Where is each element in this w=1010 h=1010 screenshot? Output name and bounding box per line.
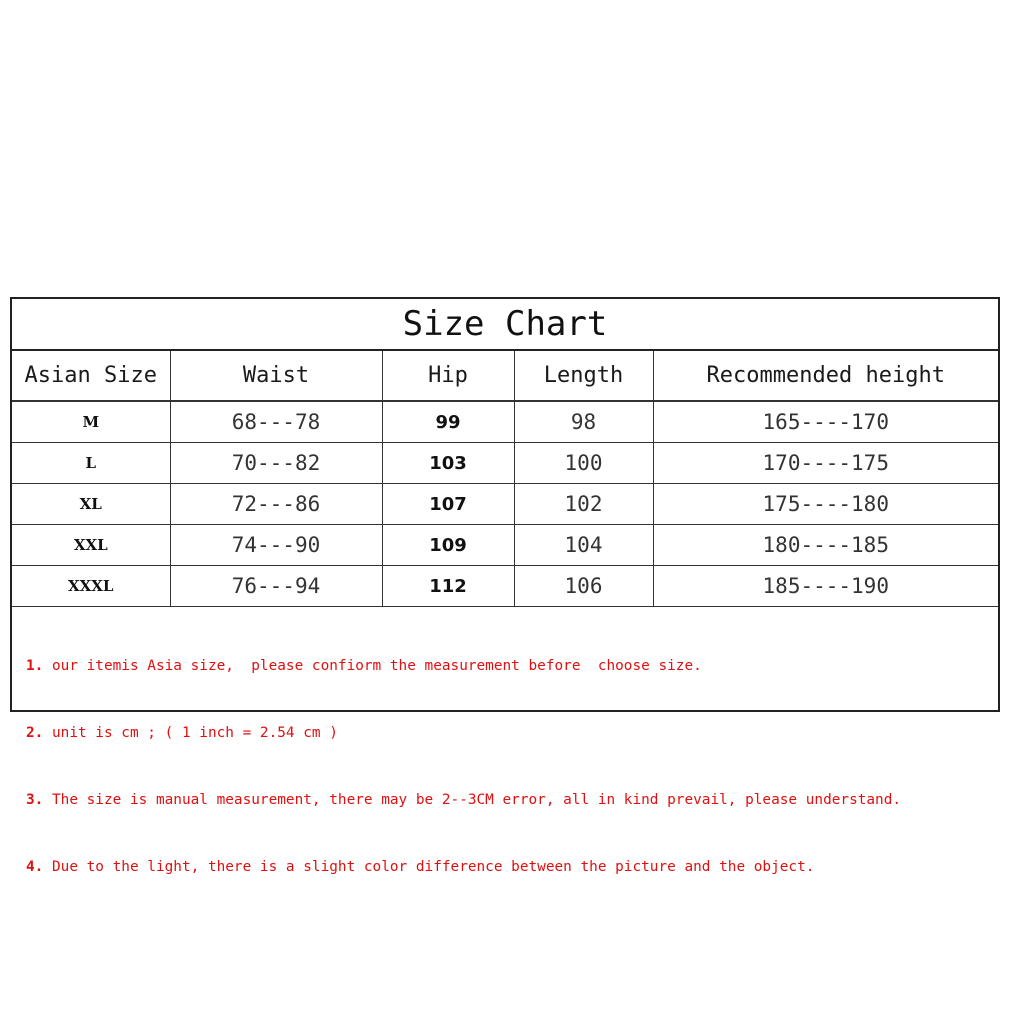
note-line: [26, 789, 998, 811]
note-number: 4.: [26, 859, 44, 876]
table-row: [12, 525, 998, 566]
note-number: 1.: [26, 657, 44, 674]
header-asian-size: Asian Size: [12, 351, 170, 401]
header-recommended-height: Recommended height: [653, 351, 998, 401]
length-cell: 98: [514, 401, 653, 443]
note-number: 3.: [26, 792, 44, 809]
note-line: [26, 856, 998, 878]
note-text: our itemis Asia size, please confiorm the measurement before choose size.: [43, 657, 702, 674]
length-cell: 104: [514, 525, 653, 566]
size-table: [12, 351, 998, 607]
note-text: Due to the light, there is a slight color difference between the picture and the object.: [43, 859, 815, 876]
hip-cell: 109: [382, 525, 514, 566]
size-cell: M: [12, 401, 170, 443]
header-hip: Hip: [382, 351, 514, 401]
header-row: [12, 351, 998, 401]
waist-cell: 70---82: [170, 443, 382, 484]
note-text: The size is manual measurement, there may be 2--3CM error, all in kind prevail, please understand.: [43, 792, 902, 809]
height-cell: 175----180: [653, 484, 998, 525]
length-cell: 106: [514, 566, 653, 607]
waist-cell: 68---78: [170, 401, 382, 443]
hip-cell: 103: [382, 443, 514, 484]
waist-cell: 76---94: [170, 566, 382, 607]
note-text: unit is cm ; ( 1 inch = 2.54 cm ): [43, 725, 338, 742]
size-cell: XXXL: [12, 566, 170, 607]
height-cell: 170----175: [653, 443, 998, 484]
hip-cell: 107: [382, 484, 514, 525]
waist-cell: 72---86: [170, 484, 382, 525]
chart-title: Size Chart: [12, 299, 998, 351]
height-cell: 185----190: [653, 566, 998, 607]
length-cell: 102: [514, 484, 653, 525]
notes: [12, 607, 998, 924]
height-cell: 165----170: [653, 401, 998, 443]
size-cell: XXL: [12, 525, 170, 566]
table-row: [12, 484, 998, 525]
waist-cell: 74---90: [170, 525, 382, 566]
header-length: Length: [514, 351, 653, 401]
height-cell: 180----185: [653, 525, 998, 566]
length-cell: 100: [514, 443, 653, 484]
table-row: [12, 443, 998, 484]
size-cell: XL: [12, 484, 170, 525]
note-line: [26, 722, 998, 744]
size-cell: L: [12, 443, 170, 484]
size-chart: [10, 297, 1000, 876]
table-row: [12, 401, 998, 443]
note-number: 2.: [26, 725, 44, 742]
note-line: [26, 655, 998, 677]
hip-cell: 99: [382, 401, 514, 443]
hip-cell: 112: [382, 566, 514, 607]
table-row: [12, 566, 998, 607]
header-waist: Waist: [170, 351, 382, 401]
